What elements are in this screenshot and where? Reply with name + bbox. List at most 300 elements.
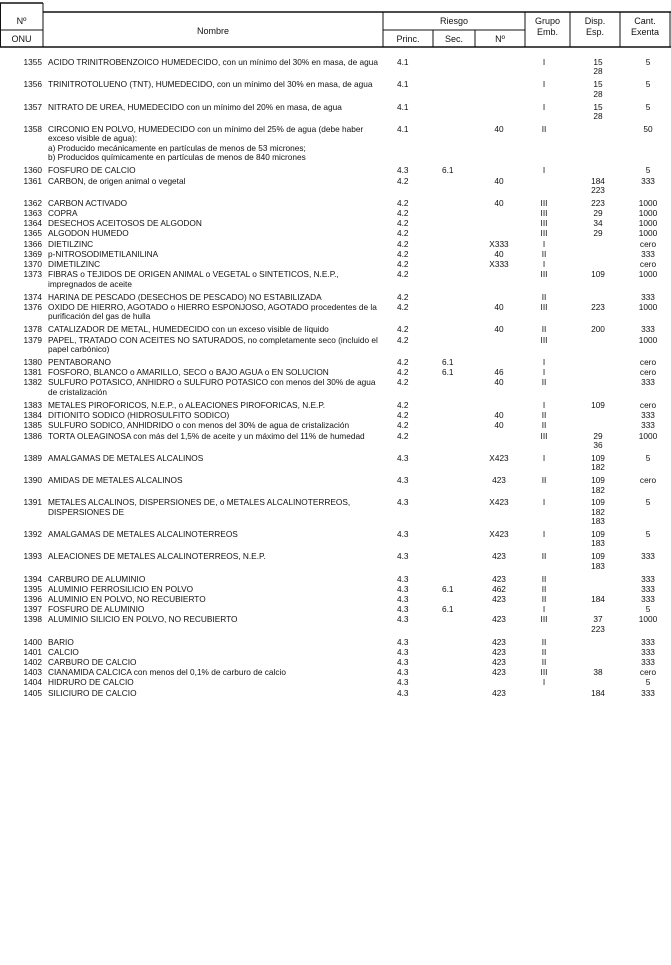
- row-nombre: CIRCONIO EN POLVO, HUMEDECIDO con un mínimo del 25% de agua (debe haber exceso visible de agua): a) Producido mecánicamente en partículas de menos de 53 micrones; b) Producidos químicamente en partículas de menos de 840 micrones: [48, 123, 364, 163]
- row-grupo-embalaje: III: [540, 334, 548, 345]
- row-riesgo-numero: 40: [494, 377, 504, 388]
- table-row: [0, 80, 671, 99]
- header-sec: Sec.: [444, 34, 463, 44]
- row-riesgo-principal: 4.2: [397, 218, 409, 229]
- row-onu-number: 1392: [23, 529, 42, 540]
- row-grupo-embalaje: I: [542, 101, 546, 112]
- row-onu-number: 1358: [23, 123, 42, 134]
- row-cantidad-exenta: cero: [639, 238, 657, 249]
- row-riesgo-numero: 462: [492, 583, 506, 594]
- row-riesgo-numero: 40: [494, 324, 504, 335]
- row-riesgo-principal: 4.2: [397, 228, 409, 239]
- row-riesgo-numero: 40: [494, 248, 504, 259]
- row-cantidad-exenta: 333: [641, 583, 655, 594]
- row-grupo-embalaje: II: [541, 551, 547, 562]
- row-cantidad-exenta: 333: [641, 687, 655, 698]
- row-riesgo-numero: 423: [492, 687, 506, 698]
- row-grupo-embalaje: III: [540, 614, 548, 625]
- table-row: [0, 498, 671, 526]
- row-cantidad-exenta: 333: [641, 657, 655, 668]
- row-cantidad-exenta: 5: [645, 79, 651, 90]
- row-disposiciones-especiales: 38: [593, 667, 603, 678]
- row-grupo-embalaje: I: [542, 259, 546, 269]
- table-row: [0, 229, 671, 238]
- row-onu-number: 1396: [23, 594, 42, 605]
- row-nombre: CARBURO DE CALCIO: [48, 657, 137, 668]
- row-riesgo-numero: 40: [494, 175, 504, 186]
- row-onu-number: 1369: [23, 248, 42, 259]
- row-grupo-embalaje: II: [541, 594, 547, 605]
- row-riesgo-secundario: 6.1: [442, 604, 454, 615]
- row-riesgo-numero: X423: [489, 452, 509, 463]
- row-grupo-embalaje: II: [541, 636, 547, 647]
- row-cantidad-exenta: 333: [641, 420, 655, 431]
- row-cantidad-exenta: 5: [645, 452, 651, 463]
- row-onu-number: 1391: [23, 497, 42, 508]
- table-row: [0, 678, 671, 687]
- row-cantidad-exenta: 333: [641, 646, 655, 657]
- row-riesgo-principal: 4.2: [397, 420, 409, 431]
- row-onu-number: 1394: [23, 573, 42, 584]
- row-cantidad-exenta: 1000: [638, 197, 658, 208]
- header-cant: Cant.: [634, 16, 656, 26]
- table-row: [0, 476, 671, 495]
- row-nombre: BARIO: [48, 636, 74, 647]
- row-riesgo-principal: 4.1: [397, 101, 409, 112]
- row-nombre: ALUMINIO SILICIO EN POLVO, NO RECUBIERTO: [48, 614, 238, 625]
- row-grupo-embalaje: I: [542, 79, 546, 90]
- row-disposiciones-especiales: 109 182: [591, 452, 605, 473]
- table-row: [0, 575, 671, 584]
- row-disposiciones-especiales: 109 182: [591, 475, 605, 495]
- row-disposiciones-especiales: 37 223: [591, 614, 605, 634]
- row-riesgo-principal: 4.1: [397, 79, 409, 90]
- row-riesgo-principal: 4.3: [397, 677, 409, 688]
- table-row: [0, 605, 671, 614]
- row-nombre: CARBON ACTIVADO: [48, 197, 128, 208]
- row-disposiciones-especiales: 109: [591, 269, 605, 280]
- row-grupo-embalaje: I: [542, 238, 546, 249]
- row-riesgo-principal: 4.2: [397, 259, 409, 269]
- row-onu-number: 1355: [23, 57, 42, 67]
- header-n: Nº: [495, 34, 505, 44]
- row-grupo-embalaje: I: [542, 604, 546, 615]
- row-disposiciones-especiales: 184: [591, 687, 605, 698]
- row-riesgo-principal: 4.2: [397, 175, 409, 186]
- row-cantidad-exenta: 1000: [638, 301, 658, 312]
- row-riesgo-numero: 423: [492, 646, 506, 657]
- table-row: [0, 411, 671, 420]
- row-grupo-embalaje: I: [542, 357, 546, 368]
- row-grupo-embalaje: III: [540, 269, 548, 280]
- row-onu-number: 1389: [23, 452, 42, 463]
- row-cantidad-exenta: 5: [645, 165, 651, 176]
- row-riesgo-numero: 40: [494, 197, 504, 208]
- row-onu-number: 1385: [23, 420, 42, 431]
- header-disp: Disp.: [584, 16, 606, 26]
- row-riesgo-numero: 423: [492, 657, 506, 668]
- row-cantidad-exenta: 333: [641, 377, 655, 388]
- row-riesgo-principal: 4.2: [397, 197, 409, 208]
- row-grupo-embalaje: III: [540, 430, 548, 441]
- row-nombre: ACIDO TRINITROBENZOICO HUMEDECIDO, con un mínimo del 30% en masa, de agua: [48, 57, 378, 67]
- row-riesgo-principal: 4.3: [397, 594, 409, 605]
- row-nombre: CALCIO: [48, 646, 79, 657]
- row-riesgo-principal: 4.2: [397, 410, 409, 421]
- table-row: [0, 293, 671, 302]
- row-disposiciones-especiales: 109 183: [591, 529, 605, 549]
- row-nombre: CARBON, de origen animal o vegetal: [48, 175, 186, 186]
- row-grupo-embalaje: III: [540, 197, 548, 208]
- table-row: [0, 585, 671, 594]
- header-onu: ONU: [11, 34, 32, 44]
- row-riesgo-principal: 4.3: [397, 687, 409, 698]
- row-nombre: DESECHOS ACEITOSOS DE ALGODON: [48, 218, 202, 229]
- row-nombre: ALEACIONES DE METALES ALCALINOTERREOS, N.E.P.: [48, 551, 266, 562]
- row-grupo-embalaje: III: [540, 228, 548, 239]
- row-disposiciones-especiales: 29: [593, 208, 603, 219]
- header-princ: Princ.: [396, 34, 420, 44]
- row-nombre: AMALGAMAS DE METALES ALCALINOTERREOS: [48, 529, 238, 540]
- row-riesgo-principal: 4.3: [397, 573, 409, 584]
- row-disposiciones-especiales: 223: [591, 197, 605, 208]
- row-nombre: ALUMINIO FERROSILICIO EN POLVO: [48, 583, 194, 594]
- table-row: [0, 58, 671, 77]
- row-nombre: CIANAMIDA CALCICA con menos del 0,1% de carburo de calcio: [48, 667, 286, 678]
- header-num: Nº: [16, 16, 27, 26]
- row-onu-number: 1398: [23, 614, 42, 625]
- row-riesgo-numero: 423: [492, 475, 506, 486]
- row-cantidad-exenta: 1000: [638, 614, 658, 625]
- row-grupo-embalaje: I: [542, 452, 546, 463]
- row-onu-number: 1365: [23, 228, 42, 239]
- table-row: [0, 648, 671, 657]
- row-nombre: TORTA OLEAGINOSA con más del 1,5% de aceite y un máximo del 11% de humedad: [48, 430, 365, 441]
- row-riesgo-principal: 4.3: [397, 614, 409, 625]
- row-onu-number: 1364: [23, 218, 42, 229]
- row-nombre: NITRATO DE UREA, HUMEDECIDO con un mínimo del 20% en masa, de agua: [48, 101, 342, 112]
- row-onu-number: 1401: [23, 646, 42, 657]
- header-riesgo: Riesgo: [439, 16, 468, 26]
- row-riesgo-principal: 4.2: [397, 324, 409, 335]
- row-onu-number: 1360: [23, 165, 42, 176]
- table-row: [0, 552, 671, 571]
- row-grupo-embalaje: II: [541, 657, 547, 668]
- row-nombre: TRINITROTOLUENO (TNT), HUMEDECIDO, con un mínimo del 30% en masa, de agua: [48, 79, 373, 90]
- table-row: [0, 358, 671, 367]
- table-row: [0, 401, 671, 410]
- row-disposiciones-especiales: 29: [593, 228, 603, 239]
- row-nombre: FIBRAS o TEJIDOS DE ORIGEN ANIMAL o VEGETAL o SINTETICOS, N.E.P., impregnados de aceite: [48, 269, 339, 289]
- header-exenta: Exenta: [630, 27, 660, 37]
- table-row: [0, 658, 671, 667]
- row-cantidad-exenta: cero: [639, 357, 657, 368]
- row-riesgo-principal: 4.3: [397, 165, 409, 176]
- header-esp: Esp.: [585, 27, 604, 37]
- row-grupo-embalaje: II: [541, 410, 547, 421]
- row-grupo-embalaje: II: [541, 324, 547, 335]
- row-disposiciones-especiales: 34: [593, 218, 603, 229]
- row-nombre: DIETILZINC: [48, 238, 94, 249]
- row-grupo-embalaje: I: [542, 367, 546, 378]
- row-riesgo-principal: 4.1: [397, 57, 409, 67]
- row-grupo-embalaje: III: [540, 218, 548, 229]
- row-disposiciones-especiales: 15 28: [593, 101, 603, 121]
- row-riesgo-principal: 4.2: [397, 430, 409, 441]
- row-disposiciones-especiales: 15 28: [593, 57, 603, 77]
- row-riesgo-principal: 4.2: [397, 269, 409, 280]
- row-onu-number: 1383: [23, 399, 42, 410]
- row-onu-number: 1376: [23, 301, 42, 312]
- row-grupo-embalaje: II: [541, 583, 547, 594]
- row-grupo-embalaje: I: [542, 529, 546, 540]
- row-nombre: FOSFORO, BLANCO o AMARILLO, SECO o BAJO AGUA o EN SOLUCION: [48, 367, 329, 378]
- table-row: [0, 336, 671, 355]
- row-disposiciones-especiales: 29 36: [593, 430, 603, 450]
- row-disposiciones-especiales: 223: [591, 301, 605, 312]
- row-nombre: METALES PIROFORICOS, N.E.P., o ALEACIONES PIROFORICAS, N.E.P.: [48, 399, 326, 410]
- table-row: [0, 615, 671, 634]
- row-riesgo-principal: 4.2: [397, 357, 409, 368]
- row-onu-number: 1362: [23, 197, 42, 208]
- row-nombre: SULFURO POTASICO, ANHIDRO o SULFURO POTASICO con menos del 30% de agua de cristalización: [48, 377, 376, 397]
- table-row: [0, 166, 671, 175]
- row-disposiciones-especiales: 200: [591, 324, 605, 335]
- row-disposiciones-especiales: 184: [591, 594, 605, 605]
- row-onu-number: 1390: [23, 475, 42, 486]
- row-riesgo-principal: 4.3: [397, 636, 409, 647]
- table-row: [0, 325, 671, 334]
- row-cantidad-exenta: 5: [645, 529, 651, 540]
- row-cantidad-exenta: 1000: [638, 269, 658, 280]
- row-onu-number: 1370: [23, 259, 42, 269]
- row-onu-number: 1405: [23, 687, 42, 698]
- row-onu-number: 1380: [23, 357, 42, 368]
- row-riesgo-principal: 4.1: [397, 123, 409, 134]
- row-cantidad-exenta: 333: [641, 410, 655, 421]
- row-riesgo-principal: 4.3: [397, 657, 409, 668]
- row-onu-number: 1393: [23, 551, 42, 562]
- row-nombre: METALES ALCALINOS, DISPERSIONES DE, o METALES ALCALINOTERREOS, DISPERSIONES DE: [48, 497, 351, 517]
- row-grupo-embalaje: II: [541, 123, 547, 134]
- row-nombre: FOSFURO DE CALCIO: [48, 165, 136, 176]
- row-nombre: HIDRURO DE CALCIO: [48, 677, 134, 688]
- row-onu-number: 1378: [23, 324, 42, 335]
- row-cantidad-exenta: 333: [641, 324, 655, 335]
- row-onu-number: 1403: [23, 667, 42, 678]
- table-row: [0, 250, 671, 259]
- row-riesgo-numero: X333: [489, 238, 509, 249]
- row-nombre: CATALIZADOR DE METAL, HUMEDECIDO con un exceso visible de líquido: [48, 324, 329, 335]
- row-nombre: FOSFURO DE ALUMINIO: [48, 604, 145, 615]
- row-onu-number: 1356: [23, 79, 42, 90]
- row-nombre: ALGODON HUMEDO: [48, 228, 129, 239]
- row-riesgo-principal: 4.2: [397, 238, 409, 249]
- row-riesgo-numero: 46: [494, 367, 504, 378]
- table-row: [0, 209, 671, 218]
- row-grupo-embalaje: II: [541, 248, 547, 259]
- row-nombre: DITIONITO SODICO (HIDROSULFITO SODICO): [48, 410, 230, 421]
- row-riesgo-principal: 4.2: [397, 301, 409, 312]
- row-cantidad-exenta: cero: [639, 259, 657, 269]
- row-grupo-embalaje: I: [542, 57, 546, 67]
- row-nombre: p-NITROSODIMETILANILINA: [48, 248, 159, 259]
- row-cantidad-exenta: 50: [643, 123, 653, 134]
- table-row: [0, 240, 671, 249]
- row-riesgo-principal: 4.3: [397, 497, 409, 508]
- row-onu-number: 1400: [23, 636, 42, 647]
- row-grupo-embalaje: I: [542, 677, 546, 688]
- table-body: [0, 58, 671, 699]
- row-grupo-embalaje: II: [541, 475, 547, 486]
- row-nombre: PAPEL, TRATADO CON ACEITES NO SATURADOS, no completamente seco (incluido el papel carbónico): [48, 334, 378, 354]
- row-cantidad-exenta: 333: [641, 248, 655, 259]
- row-onu-number: 1379: [23, 334, 42, 345]
- row-cantidad-exenta: 1000: [638, 334, 658, 345]
- row-riesgo-principal: 4.3: [397, 551, 409, 562]
- row-riesgo-numero: 40: [494, 420, 504, 431]
- row-cantidad-exenta: 333: [641, 636, 655, 647]
- row-nombre: SILICIURO DE CALCIO: [48, 687, 137, 698]
- row-nombre: COPRA: [48, 208, 78, 219]
- table-row: [0, 303, 671, 322]
- row-grupo-embalaje: III: [540, 208, 548, 219]
- row-grupo-embalaje: III: [540, 301, 548, 312]
- table-row: [0, 270, 671, 289]
- row-cantidad-exenta: 5: [645, 497, 651, 508]
- table-row: [0, 177, 671, 196]
- row-grupo-embalaje: III: [540, 667, 548, 678]
- row-disposiciones-especiales: 15 28: [593, 79, 603, 99]
- row-riesgo-numero: 423: [492, 573, 506, 584]
- row-disposiciones-especiales: 109 182 183: [591, 497, 605, 527]
- row-riesgo-numero: 423: [492, 636, 506, 647]
- row-onu-number: 1397: [23, 604, 42, 615]
- row-cantidad-exenta: 5: [645, 101, 651, 112]
- table-row: [0, 595, 671, 604]
- row-nombre: DIMETILZINC: [48, 259, 101, 269]
- row-grupo-embalaje: II: [541, 420, 547, 431]
- row-onu-number: 1363: [23, 208, 42, 219]
- row-riesgo-principal: 4.2: [397, 248, 409, 259]
- table-row: [0, 454, 671, 473]
- row-cantidad-exenta: 333: [641, 175, 655, 186]
- row-cantidad-exenta: 1000: [638, 208, 658, 219]
- row-cantidad-exenta: 333: [641, 551, 655, 562]
- row-cantidad-exenta: 5: [645, 677, 651, 688]
- row-riesgo-numero: X423: [489, 529, 509, 540]
- row-riesgo-principal: 4.3: [397, 529, 409, 540]
- row-riesgo-numero: 423: [492, 614, 506, 625]
- row-riesgo-principal: 4.2: [397, 334, 409, 345]
- row-cantidad-exenta: 1000: [638, 218, 658, 229]
- row-nombre: PENTABORANO: [48, 357, 112, 368]
- row-riesgo-numero: 423: [492, 594, 506, 605]
- header-emb: Emb.: [536, 27, 558, 37]
- header-grupo: Grupo: [534, 16, 560, 26]
- row-onu-number: 1402: [23, 657, 42, 668]
- table-row: [0, 432, 671, 451]
- row-riesgo-secundario: 6.1: [442, 357, 454, 368]
- row-grupo-embalaje: II: [541, 573, 547, 584]
- row-onu-number: 1361: [23, 175, 42, 186]
- row-cantidad-exenta: cero: [639, 475, 657, 486]
- header-nombre: Nombre: [196, 26, 229, 36]
- row-riesgo-principal: 4.2: [397, 367, 409, 378]
- table-row: [0, 530, 671, 549]
- row-riesgo-secundario: 6.1: [442, 165, 454, 176]
- table-row: [0, 125, 671, 163]
- row-cantidad-exenta: cero: [639, 667, 657, 678]
- row-cantidad-exenta: cero: [639, 367, 657, 378]
- row-nombre: CARBURO DE ALUMINIO: [48, 573, 146, 584]
- row-riesgo-numero: X333: [489, 259, 509, 269]
- row-onu-number: 1366: [23, 238, 42, 249]
- table-row: [0, 421, 671, 430]
- row-riesgo-numero: 40: [494, 410, 504, 421]
- row-disposiciones-especiales: 184 223: [591, 175, 605, 195]
- table-row: [0, 378, 671, 397]
- row-riesgo-numero: 423: [492, 667, 506, 678]
- row-onu-number: 1373: [23, 269, 42, 280]
- row-riesgo-principal: 4.3: [397, 583, 409, 594]
- row-disposiciones-especiales: 109: [591, 399, 605, 410]
- row-riesgo-secundario: 6.1: [442, 583, 454, 594]
- row-grupo-embalaje: I: [542, 165, 546, 176]
- row-onu-number: 1395: [23, 583, 42, 594]
- row-cantidad-exenta: cero: [639, 399, 657, 410]
- row-riesgo-principal: 4.3: [397, 475, 409, 486]
- row-onu-number: 1386: [23, 430, 42, 441]
- row-grupo-embalaje: I: [542, 399, 546, 410]
- row-nombre: AMALGAMAS DE METALES ALCALINOS: [48, 452, 204, 463]
- row-cantidad-exenta: 333: [641, 594, 655, 605]
- row-nombre: OXIDO DE HIERRO, AGOTADO o HIERRO ESPONJOSO, AGOTADO procedentes de la purificación del gas de hulla: [48, 301, 377, 322]
- row-cantidad-exenta: 1000: [638, 430, 658, 441]
- table-row: [0, 260, 671, 269]
- row-onu-number: 1374: [23, 291, 42, 302]
- row-cantidad-exenta: 333: [641, 291, 655, 302]
- row-onu-number: 1357: [23, 101, 42, 112]
- row-riesgo-principal: 4.3: [397, 604, 409, 615]
- row-riesgo-numero: 423: [492, 551, 506, 562]
- row-onu-number: 1381: [23, 367, 42, 378]
- row-riesgo-principal: 4.2: [397, 377, 409, 388]
- row-onu-number: 1384: [23, 410, 42, 421]
- row-riesgo-principal: 4.3: [397, 667, 409, 678]
- table-row: [0, 668, 671, 677]
- row-riesgo-principal: 4.2: [397, 208, 409, 219]
- table-row: [0, 199, 671, 208]
- row-riesgo-secundario: 6.1: [442, 367, 454, 378]
- row-nombre: SULFURO SODICO, ANHIDRIDO o con menos del 30% de agua de cristalización: [48, 420, 350, 431]
- row-riesgo-numero: 40: [494, 301, 504, 312]
- table-row: [0, 638, 671, 647]
- row-riesgo-principal: 4.2: [397, 399, 409, 410]
- row-nombre: ALUMINIO EN POLVO, NO RECUBIERTO: [48, 594, 206, 605]
- table-row: [0, 219, 671, 228]
- row-onu-number: 1382: [23, 377, 42, 388]
- row-riesgo-principal: 4.2: [397, 291, 409, 302]
- row-grupo-embalaje: II: [541, 646, 547, 657]
- row-onu-number: 1404: [23, 677, 42, 688]
- row-cantidad-exenta: 5: [645, 604, 651, 615]
- row-nombre: HARINA DE PESCADO (DESECHOS DE PESCADO) NO ESTABILIZADA: [48, 291, 322, 302]
- row-cantidad-exenta: 5: [645, 57, 651, 67]
- row-riesgo-numero: X423: [489, 497, 509, 508]
- table-row: [0, 103, 671, 122]
- row-riesgo-numero: 40: [494, 123, 504, 134]
